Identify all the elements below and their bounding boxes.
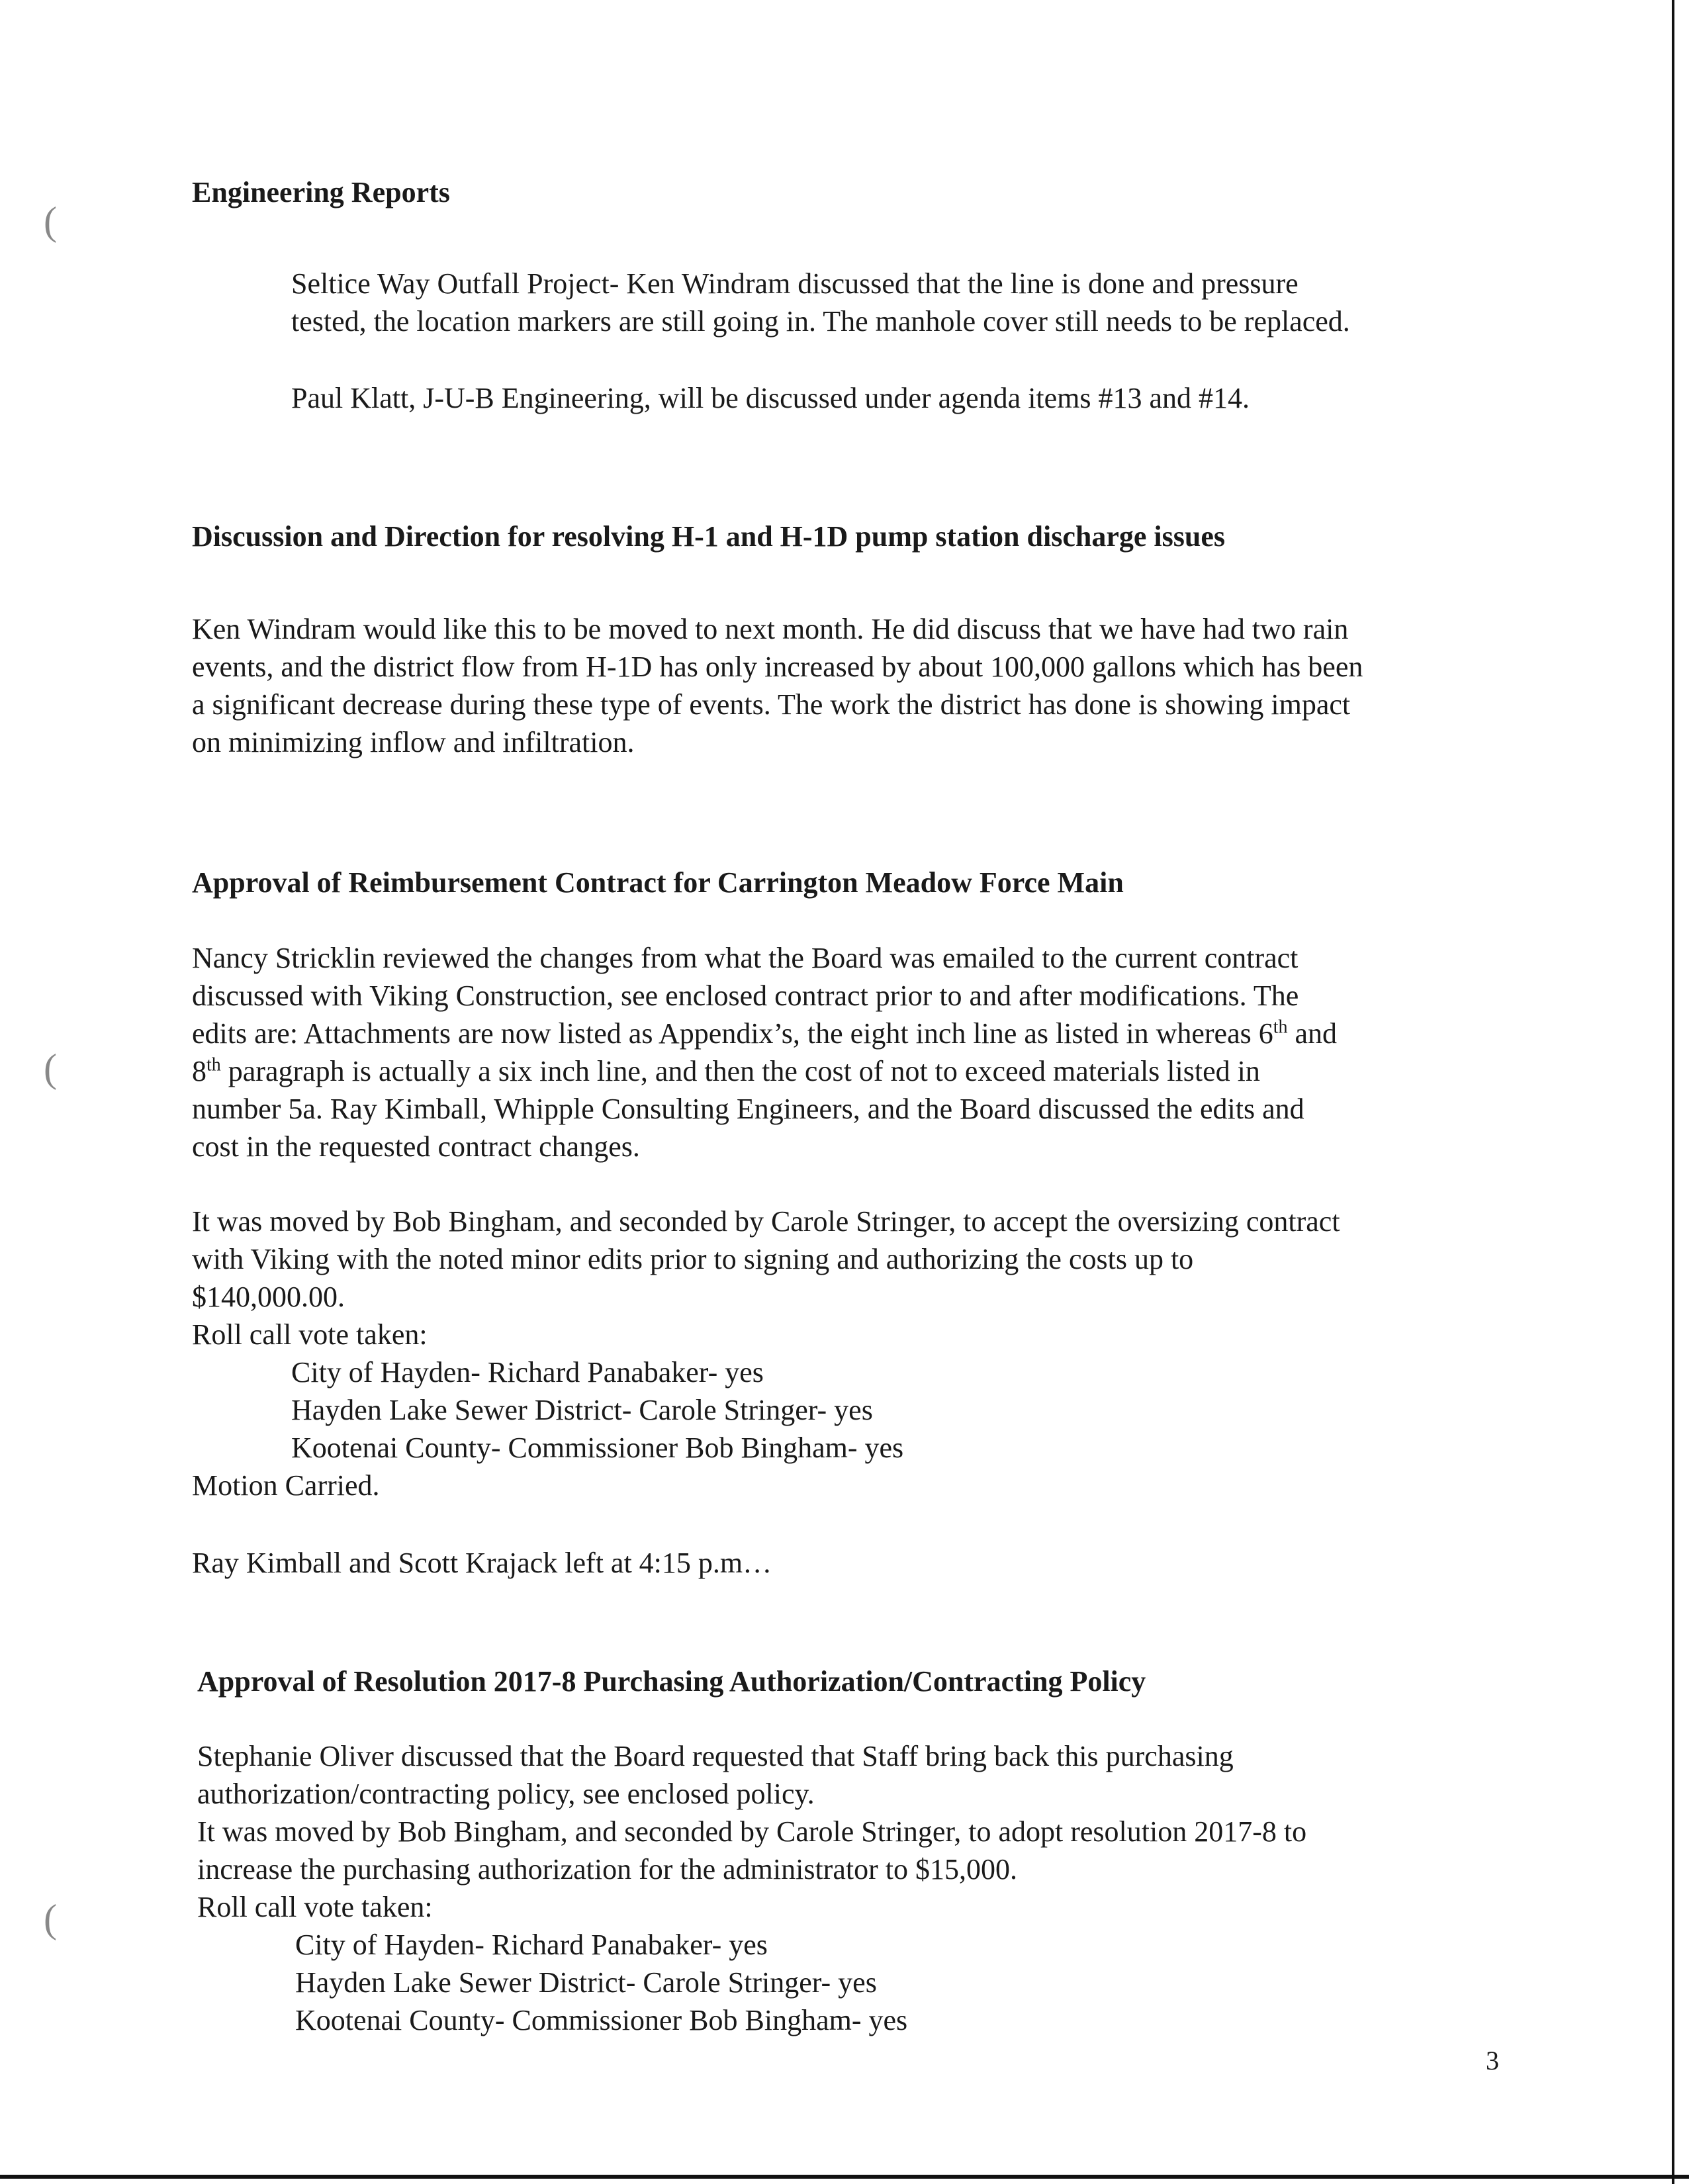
discharge-paragraph-line: Ken Windram would like this to be moved to next month. He did discuss that we have had two rain: [192, 613, 1349, 645]
carrington-vote-entry: Kootenai County- Commissioner Bob Bingham- yes: [291, 1432, 904, 1464]
page-number: 3: [1486, 2046, 1499, 2075]
carrington-motion-result: Motion Carried.: [192, 1469, 380, 1502]
section-heading-discharge-issues: Discussion and Direction for resolving H-1 and H-1D pump station discharge issues: [192, 520, 1225, 553]
departure-note: Ray Kimball and Scott Krajack left at 4:15 p.m…: [192, 1547, 772, 1579]
punch-hole-mark: (: [44, 1897, 57, 1940]
resolution-vote-entry: Kootenai County- Commissioner Bob Bingham- yes: [295, 2004, 908, 2036]
resolution-vote-entry: Hayden Lake Sewer District- Carole Stringer- yes: [295, 1966, 877, 1999]
carrington-motion-line: with Viking with the noted minor edits prior to signing and authorizing the costs up to: [192, 1243, 1194, 1275]
page-edge-right: [1672, 0, 1674, 2184]
carrington-paragraph-line: 8th paragraph is actually a six inch line, and then the cost of not to exceed materials listed in: [192, 1054, 1260, 1087]
punch-hole-mark: (: [44, 199, 57, 243]
page-edge-bottom: [0, 2175, 1689, 2179]
carrington-paragraph-line: number 5a. Ray Kimball, Whipple Consulting Engineers, and the Board discussed the edits and: [192, 1093, 1304, 1125]
resolution-paragraph-line: authorization/contracting policy, see enclosed policy.: [197, 1778, 815, 1810]
resolution-paragraph-line: increase the purchasing authorization for the administrator to $15,000.: [197, 1853, 1017, 1886]
discharge-paragraph-line: a significant decrease during these type of events. The work the district has done is showing impact: [192, 688, 1351, 721]
discharge-paragraph-line: on minimizing inflow and infiltration.: [192, 726, 635, 758]
resolution-paragraph-line: It was moved by Bob Bingham, and seconded by Carole Stringer, to adopt resolution 2017-8 to: [197, 1815, 1307, 1848]
engineering-paragraph-line: Paul Klatt, J-U-B Engineering, will be discussed under agenda items #13 and #14.: [291, 382, 1250, 414]
section-heading-carrington-meadow: Approval of Reimbursement Contract for Carrington Meadow Force Main: [192, 866, 1124, 899]
discharge-paragraph-line: events, and the district flow from H-1D has only increased by about 100,000 gallons which has been: [192, 651, 1363, 683]
punch-hole-mark: (: [44, 1046, 57, 1090]
carrington-motion-line: $140,000.00.: [192, 1281, 345, 1313]
carrington-roll-call-label: Roll call vote taken:: [192, 1318, 428, 1351]
engineering-paragraph-line: tested, the location markers are still going in. The manhole cover still needs to be replaced.: [291, 305, 1350, 338]
carrington-vote-entry: City of Hayden- Richard Panabaker- yes: [291, 1356, 764, 1388]
resolution-roll-call-label: Roll call vote taken:: [197, 1891, 433, 1923]
carrington-motion-line: It was moved by Bob Bingham, and seconded by Carole Stringer, to accept the oversizing contract: [192, 1205, 1340, 1238]
engineering-paragraph-line: Seltice Way Outfall Project- Ken Windram discussed that the line is done and pressure: [291, 267, 1299, 300]
section-heading-engineering-reports: Engineering Reports: [192, 176, 450, 208]
section-heading-resolution-2017-8: Approval of Resolution 2017-8 Purchasing Authorization/Contracting Policy: [197, 1665, 1146, 1698]
carrington-vote-entry: Hayden Lake Sewer District- Carole Stringer- yes: [291, 1394, 873, 1426]
carrington-paragraph-line: edits are: Attachments are now listed as Appendix’s, the eight inch line as listed in whereas 6th and: [192, 1017, 1338, 1050]
carrington-paragraph-line: Nancy Stricklin reviewed the changes from what the Board was emailed to the current contract: [192, 942, 1299, 974]
carrington-paragraph-line: discussed with Viking Construction, see enclosed contract prior to and after modifications. The: [192, 979, 1299, 1012]
resolution-vote-entry: City of Hayden- Richard Panabaker- yes: [295, 1929, 768, 1961]
resolution-paragraph-line: Stephanie Oliver discussed that the Board requested that Staff bring back this purchasing: [197, 1740, 1234, 1772]
carrington-paragraph-line: cost in the requested contract changes.: [192, 1130, 640, 1163]
